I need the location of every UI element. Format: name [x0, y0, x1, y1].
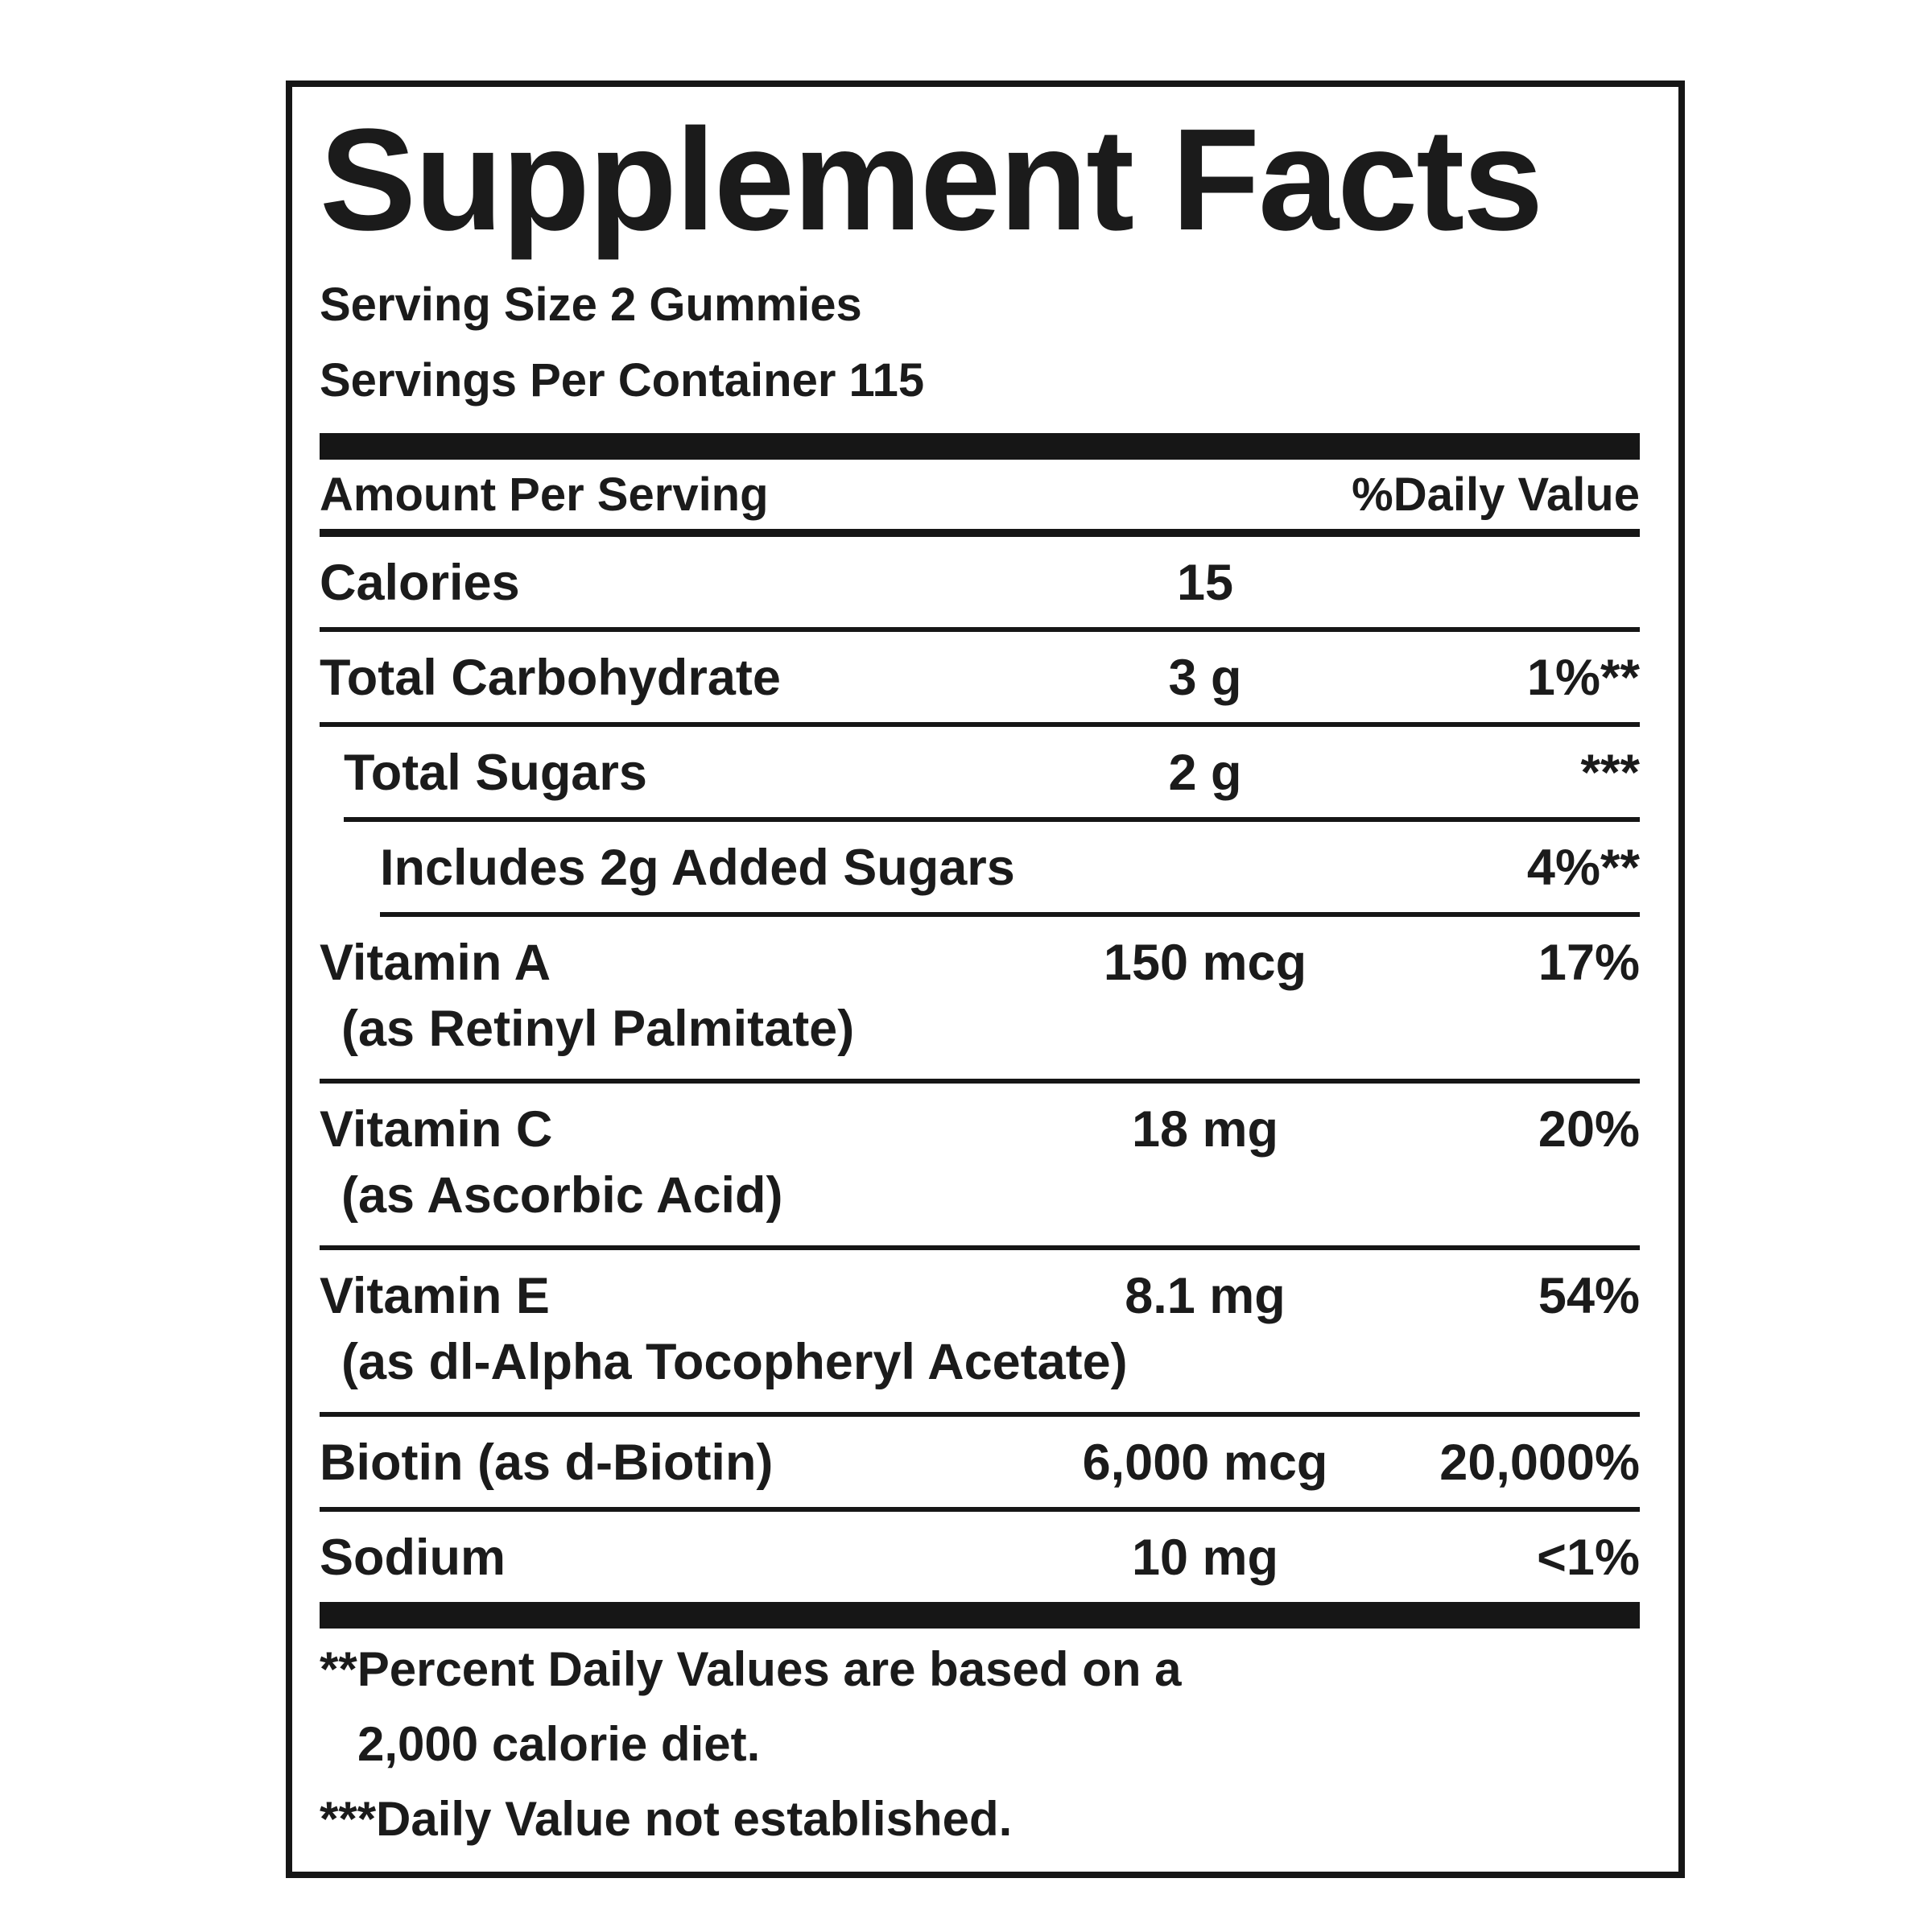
footnotes: [320, 1641, 1640, 1847]
nutrient-source: (as dl-Alpha Tocopheryl Acetate): [341, 1334, 1128, 1390]
nutrient-name: Total Sugars: [344, 745, 647, 801]
footnote-daily-values-2: 2,000 calorie diet.: [357, 1717, 761, 1771]
row-vitamin-e: [320, 1250, 1640, 1417]
row-added-sugars: [380, 822, 1640, 917]
nutrient-source: (as Retinyl Palmitate): [341, 1001, 855, 1057]
row-sodium: [320, 1512, 1640, 1602]
nutrient-name: Vitamin E: [320, 1268, 550, 1324]
nutrient-name: Includes 2g Added Sugars: [380, 840, 1015, 896]
header-rule: [320, 529, 1640, 537]
nutrient-name: Vitamin C: [320, 1101, 553, 1158]
servings-per-container-line: Servings Per Container 115: [320, 354, 925, 407]
table-header: [320, 460, 1640, 529]
nutrient-amount: 3 g: [1168, 650, 1242, 706]
nutrient-dv: 20,000%: [1439, 1435, 1640, 1491]
nutrient-amount: 150 mcg: [1103, 935, 1307, 991]
nutrient-dv: ***: [1580, 745, 1640, 801]
nutrient-source: (as Ascorbic Acid): [341, 1167, 783, 1224]
nutrient-dv: 17%: [1538, 935, 1640, 991]
nutrient-amount: 6,000 mcg: [1082, 1435, 1328, 1491]
serving-size-line: Serving Size 2 Gummies: [320, 279, 862, 331]
nutrient-dv: 4%**: [1526, 840, 1640, 896]
nutrient-dv: 1%**: [1526, 650, 1640, 706]
nutrient-amount: 15: [1176, 555, 1234, 611]
row-total-sugars: [344, 727, 1640, 822]
nutrient-dv: 20%: [1538, 1101, 1640, 1158]
row-biotin: [320, 1417, 1640, 1512]
nutrient-name: Total Carbohydrate: [320, 650, 781, 706]
row-total-carbohydrate: [320, 632, 1640, 727]
row-vitamin-a: [320, 917, 1640, 1084]
nutrient-dv: <1%: [1537, 1530, 1640, 1586]
nutrient-name: Sodium: [320, 1530, 506, 1586]
nutrient-dv: 54%: [1538, 1268, 1640, 1324]
thick-divider-top: [320, 433, 1640, 460]
nutrient-amount: 2 g: [1168, 745, 1242, 801]
panel-title: Supplement Facts: [320, 99, 1542, 261]
row-vitamin-c: [320, 1084, 1640, 1250]
nutrient-amount: 18 mg: [1131, 1101, 1279, 1158]
footnote-dv-not-established: ***Daily Value not established.: [320, 1792, 1013, 1846]
row-calories: [320, 537, 1640, 632]
nutrient-amount: 8.1 mg: [1125, 1268, 1286, 1324]
thick-divider-bottom: [320, 1602, 1640, 1629]
amount-per-serving-header: Amount Per Serving: [320, 469, 769, 521]
nutrient-name: Vitamin A: [320, 935, 551, 991]
nutrient-amount: 10 mg: [1131, 1530, 1279, 1586]
supplement-facts-panel: [286, 80, 1685, 1878]
daily-value-header: %Daily Value: [1352, 469, 1640, 521]
nutrient-name: Biotin (as d-Biotin): [320, 1435, 774, 1491]
nutrient-name: Calories: [320, 555, 520, 611]
footnote-daily-values-1: **Percent Daily Values are based on a: [320, 1642, 1182, 1696]
